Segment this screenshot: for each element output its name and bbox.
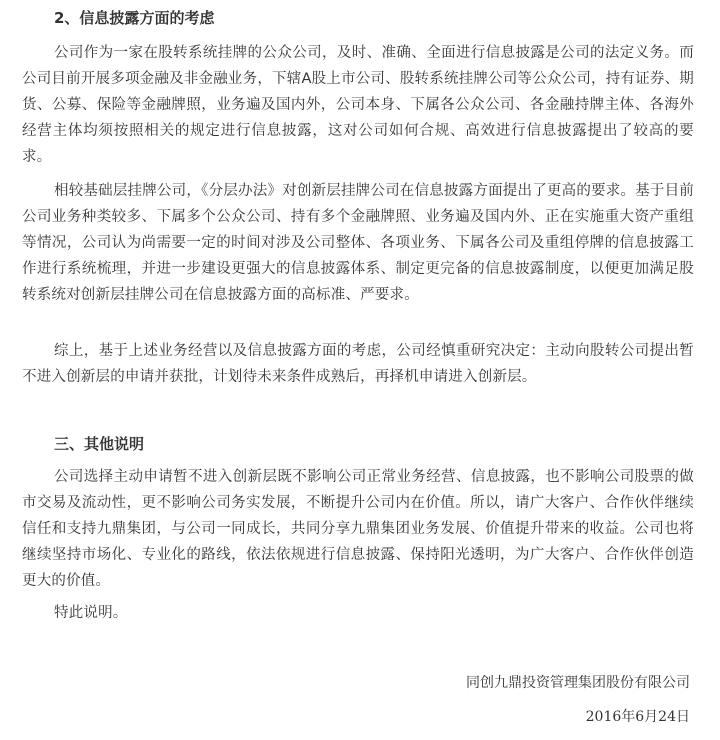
signature-company: 同创九鼎投资管理集团股份有限公司 <box>466 675 690 691</box>
paragraph-legal-obligation: 公司作为一家在股转系统挂牌的公众公司，及时、准确、全面进行信息披露是公司的法定义务。而公司目前开展多项金融及非金融业务，下辖A股上市公司、股转系统挂牌公司等公众公司，持有证券、期货、公募、保险等金融牌照，业务遍及国内外，公司本身、下属各公众公司、各金融持牌主体、各海外经营主体均须按照相关的规定进行信息披露，这对公司如何合规、高效进行信息披露提出了较高的要求。 <box>22 45 694 165</box>
paragraph-conclusion: 综上，基于上述业务经营以及信息披露方面的考虑，公司经慎重研究决定：主动向股转公司提出暂不进入创新层的申请并获批，计划待未来条件成熟后，再择机申请进入创新层。 <box>22 343 694 385</box>
paragraph-closing: 特此说明。 <box>54 605 128 621</box>
signature-date: 2016年6月24日 <box>585 709 690 725</box>
paragraph-other-notes: 公司选择主动申请暂不进入创新层既不影响公司正常业务经营、信息披露，也不影响公司股票的做市交易及流动性，更不影响公司务实发展，不断提升公司内在价值。所以，请广大客户、合作伙伴继续信任和支持九鼎集团，与公司一同成长，共同分享九鼎集团业务发展、价值提升带来的收益。公司也将继续坚持市场化、专业化的路线，依法依规进行信息披露、保持阳光透明，为广大客户、合作伙伴创造更大的价值。 <box>22 469 694 589</box>
section-heading-disclosure: 2、信息披露方面的考虑 <box>54 9 215 27</box>
section-heading-other: 三、其他说明 <box>54 435 145 453</box>
paragraph-innovation-tier: 相较基础层挂牌公司，《分层办法》对创新层挂牌公司在信息披露方面提出了更高的要求。基于目前公司业务种类较多、下属多个公众公司、持有多个金融牌照、业务遍及国内外、正在实施重大资产重组等情况，公司认为尚需要一定的时间对涉及公司整体、各项业务、下属各公司及重组停牌的信息披露工作进行系统梳理，并进一步建设更强大的信息披露体系、制定更完备的信息披露制度，以便更加满足股转系统对创新层挂牌公司在信息披露方面的高标准、严要求。 <box>22 183 694 303</box>
